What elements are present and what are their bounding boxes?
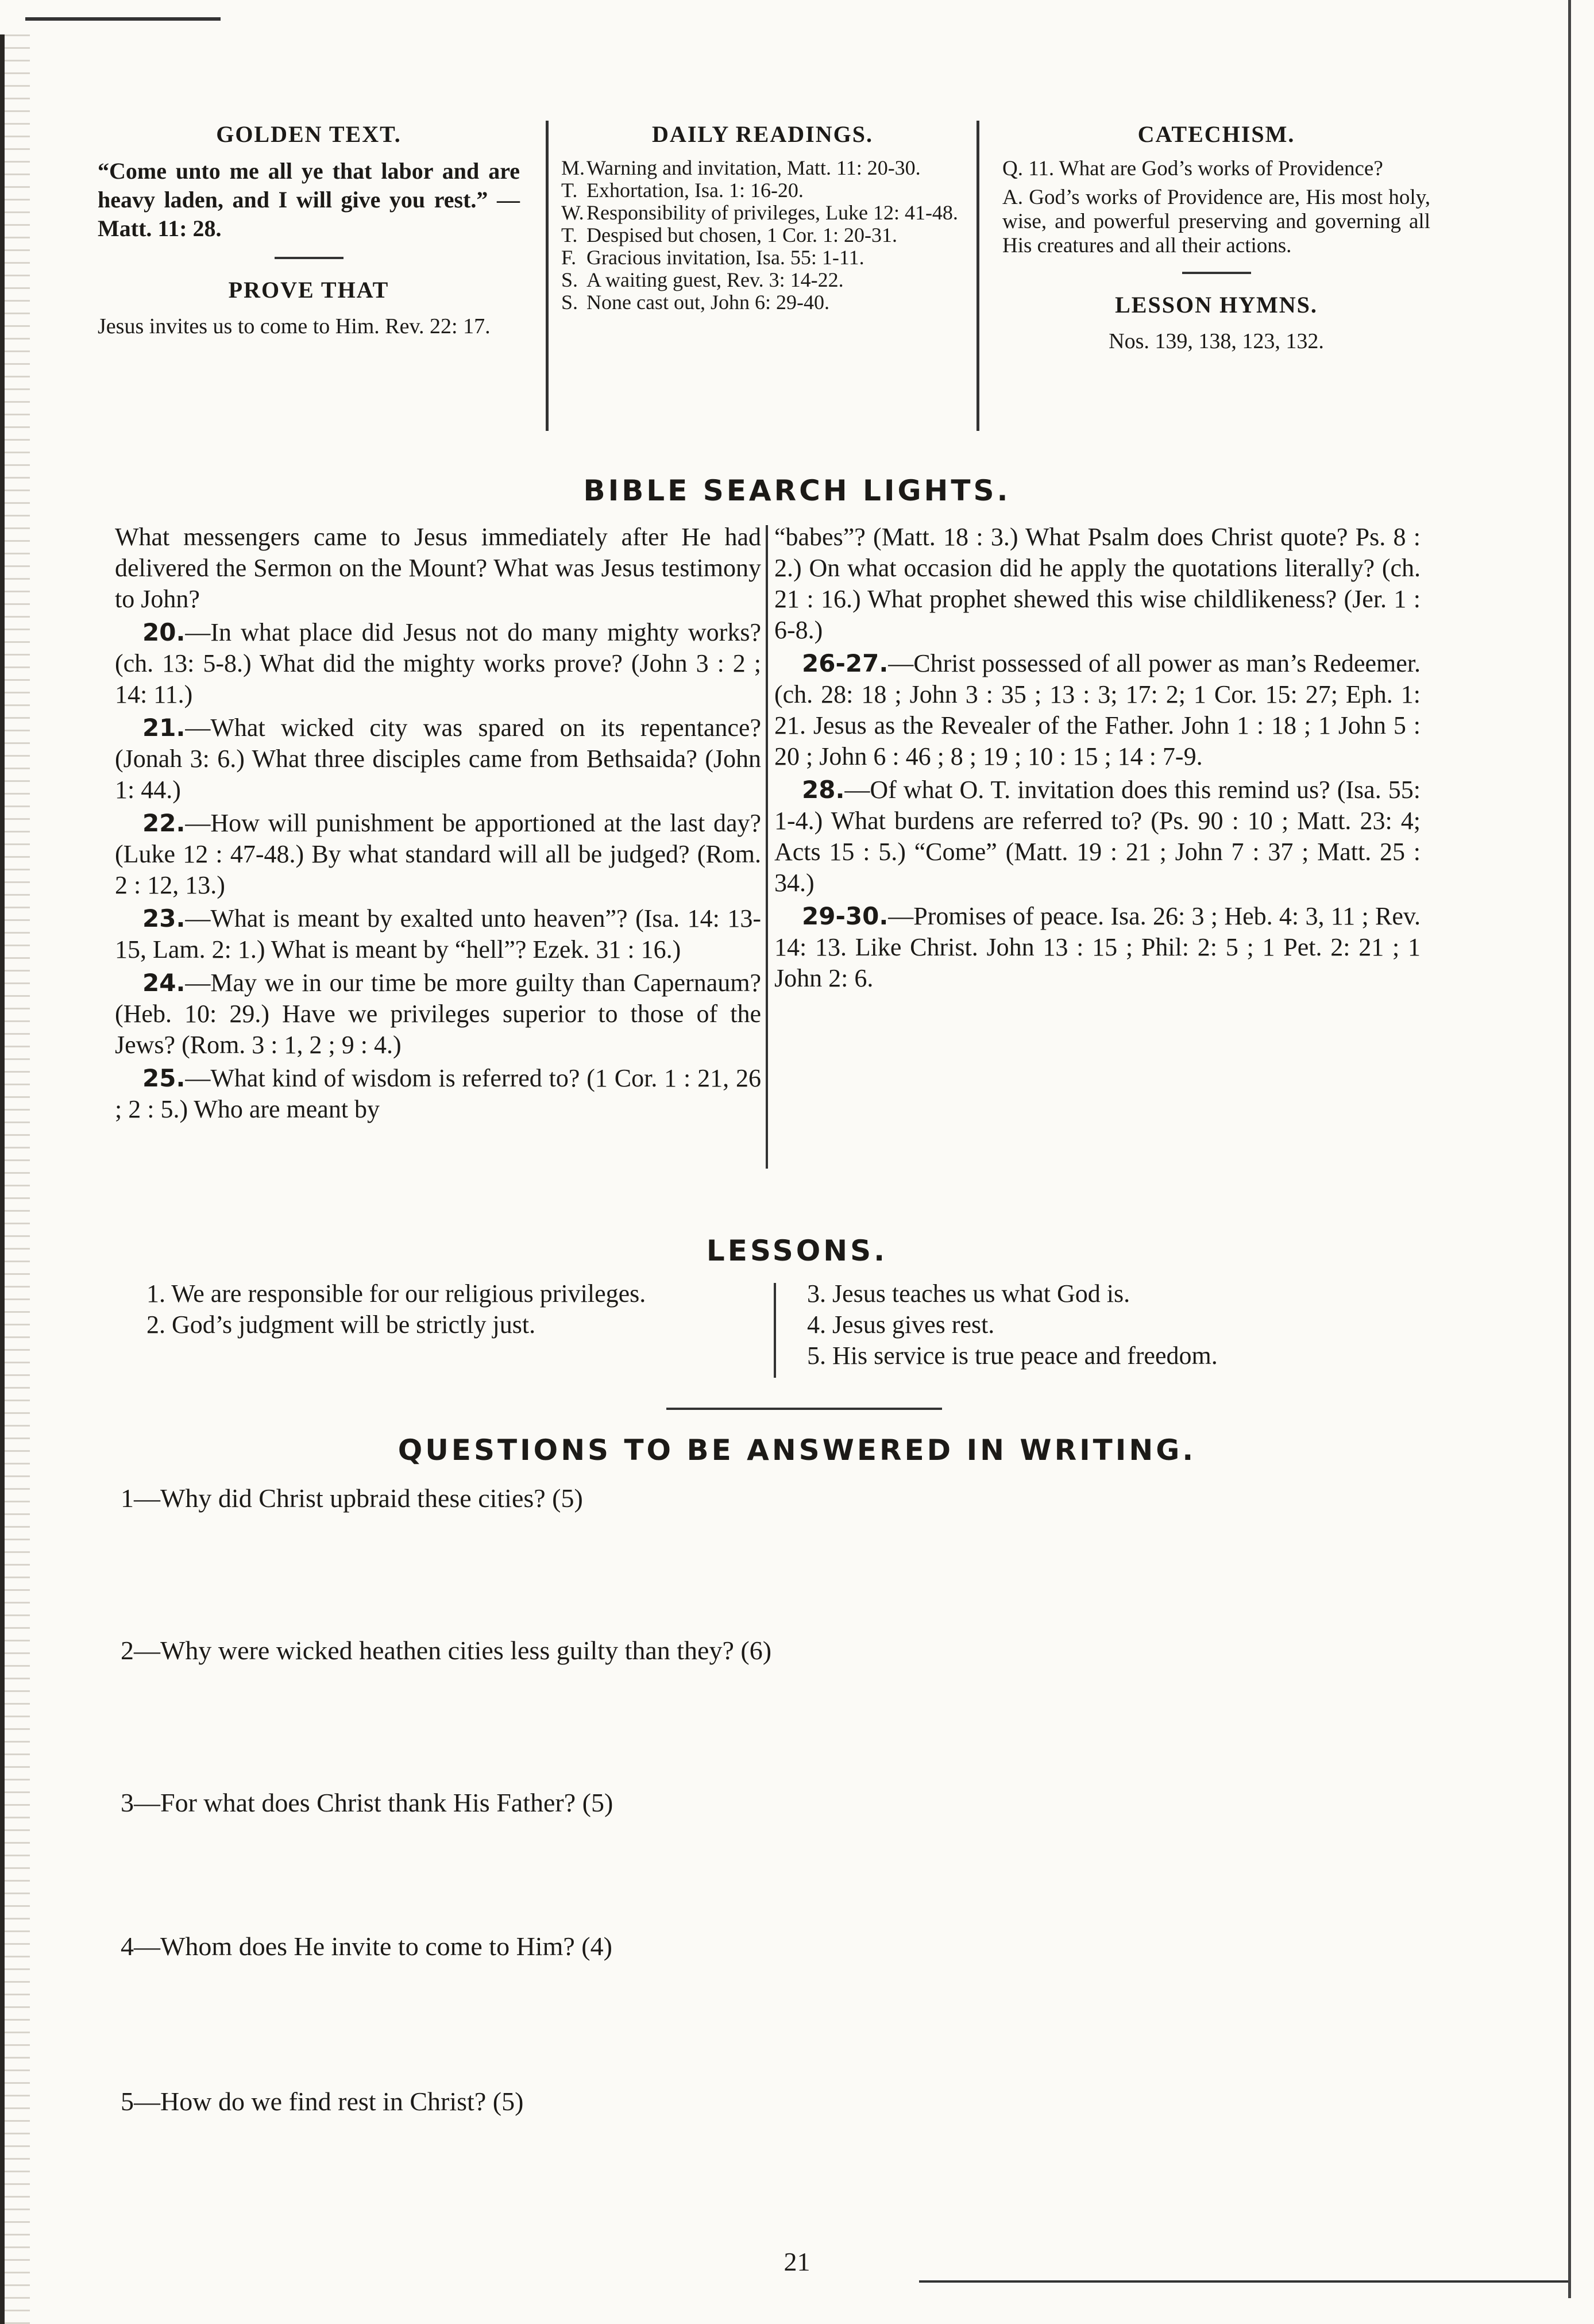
lesson-item: 4. Jesus gives rest. bbox=[807, 1311, 995, 1339]
catechism-heading: CATECHISM. bbox=[1137, 121, 1295, 147]
bsl-text: —What kind of wisdom is referred to? (1 Cor. 1 : 21, 26 ; 2 : 5.) Who are meant by bbox=[115, 1064, 761, 1123]
column-divider bbox=[766, 525, 768, 1169]
binding-edge bbox=[0, 34, 30, 2324]
lesson-hymns-heading: LESSON HYMNS. bbox=[1115, 292, 1318, 318]
bsl-paragraph bbox=[115, 968, 761, 1061]
bsl-number: 20. bbox=[142, 618, 186, 646]
prove-that-heading: PROVE THAT bbox=[228, 277, 389, 303]
reading-item bbox=[561, 202, 964, 224]
bsl-number: 22. bbox=[142, 809, 186, 837]
bsl-paragraph bbox=[115, 522, 761, 615]
right-edge-rule bbox=[1568, 0, 1571, 2298]
reading-item bbox=[561, 224, 964, 246]
question-3: 3—For what does Christ thank His Father? (5) bbox=[121, 1788, 613, 1817]
bsl-left-column bbox=[115, 522, 761, 1127]
questions-heading: QUESTIONS TO BE ANSWERED IN WRITING. bbox=[397, 1433, 1197, 1467]
column-divider bbox=[774, 1283, 776, 1378]
reading-day: W. bbox=[561, 201, 584, 224]
bsl-paragraph bbox=[774, 901, 1421, 994]
catechism-question: Q. 11. What are God’s works of Providence? bbox=[1002, 157, 1383, 180]
divider bbox=[275, 257, 343, 259]
reading-day: M. bbox=[561, 156, 585, 179]
reading-text: Responsibility of privileges, Luke 12: 41-48. bbox=[586, 201, 958, 224]
daily-readings-column bbox=[546, 121, 979, 431]
bsl-number: 21. bbox=[142, 714, 186, 742]
reading-day: T. bbox=[561, 179, 578, 202]
bsl-text: —What wicked city was spared on its repentance? (Jonah 3: 6.) What three disciples came from Bethsaida? (John 1: 44.) bbox=[115, 714, 761, 804]
reading-text: A waiting guest, Rev. 3: 14-22. bbox=[586, 268, 844, 291]
golden-text-heading: GOLDEN TEXT. bbox=[216, 121, 402, 147]
lessons-heading: LESSONS. bbox=[706, 1234, 888, 1267]
lesson-item: 5. His service is true peace and freedom. bbox=[807, 1342, 1218, 1370]
bsl-number: 28. bbox=[802, 776, 845, 804]
bsl-text: —What is meant by exalted unto heaven”? (Isa. 14: 13-15, Lam. 2: 1.) What is meant by “hell”? Ezek. 31 : 16.) bbox=[115, 904, 761, 963]
question-2: 2—Why were wicked heathen cities less guilty than they? (6) bbox=[121, 1636, 772, 1665]
reading-text: Warning and invitation, Matt. 11: 20-30. bbox=[586, 156, 921, 179]
daily-readings-heading: DAILY READINGS. bbox=[652, 121, 873, 147]
bible-search-lights bbox=[115, 522, 1436, 1177]
divider bbox=[1182, 272, 1251, 274]
question-5: 5—How do we find rest in Christ? (5) bbox=[121, 2087, 524, 2116]
reading-day: S. bbox=[561, 291, 578, 314]
bsl-text: —Promises of peace. Isa. 26: 3 ; Heb. 4: 3, 11 ; Rev. 14: 13. Like Christ. John 13 : 15 ; Phil: 2: 5 ; 1 Pet. 2: 21 ; 1 John 2: 6. bbox=[774, 902, 1421, 992]
reading-item bbox=[561, 246, 964, 269]
bsl-text: —How will punishment be apportioned at the last day? (Luke 12 : 47-48.) By what standard will all be judged? (Rom. 2 : 12, 13.) bbox=[115, 809, 761, 899]
reading-text: Exhortation, Isa. 1: 16-20. bbox=[586, 179, 804, 202]
bsl-paragraph bbox=[115, 712, 761, 806]
page-number: 21 bbox=[784, 2247, 810, 2276]
bsl-number: 29-30. bbox=[802, 902, 889, 930]
reading-item bbox=[561, 269, 964, 291]
reading-text: Gracious invitation, Isa. 55: 1-11. bbox=[586, 246, 864, 269]
lesson-item: 2. God’s judgment will be strictly just. bbox=[146, 1311, 536, 1339]
reading-text: None cast out, John 6: 29-40. bbox=[586, 291, 829, 314]
reading-day: F. bbox=[561, 246, 577, 269]
bsl-text: —Christ possessed of all power as man’s Redeemer. (ch. 28: 18 ; John 3 : 35 ; 13 : 3; 17: 2; 1 Cor. 15: 27; Eph. 1: 21. Jesus as the Revealer of the Father. John 1 : 18 ; 1 John 5 : 20 ; John 6 : 46 ; 8 ; 19 ; 10 : 15 ; 14 : 7-9. bbox=[774, 649, 1421, 770]
bsl-number: 25. bbox=[142, 1064, 186, 1092]
catechism-column bbox=[991, 121, 1430, 431]
question-4: 4—Whom does He invite to come to Him? (4) bbox=[121, 1932, 612, 1961]
bsl-number: 23. bbox=[142, 904, 186, 932]
prove-that-text: Jesus invites us to come to Him. Rev. 22: 17. bbox=[98, 314, 491, 338]
bsl-paragraph bbox=[115, 1063, 761, 1125]
top-rule bbox=[25, 17, 221, 21]
bible-search-lights-heading: BIBLE SEARCH LIGHTS. bbox=[583, 474, 1011, 507]
catechism-answer: A. God’s works of Providence are, His most holy, wise, and powerful preserving and governing all His creatures and all their actions. bbox=[1002, 186, 1430, 257]
daily-readings-list bbox=[561, 157, 964, 314]
reading-item bbox=[561, 179, 964, 202]
bsl-paragraph bbox=[115, 617, 761, 710]
bsl-paragraph bbox=[115, 808, 761, 901]
lesson-item: 1. We are responsible for our religious privileges. bbox=[146, 1279, 646, 1308]
reading-day: S. bbox=[561, 268, 578, 291]
divider bbox=[666, 1408, 942, 1410]
reading-item bbox=[561, 157, 964, 179]
question-1: 1—Why did Christ upbraid these cities? (5) bbox=[121, 1483, 583, 1513]
bsl-number: 24. bbox=[142, 969, 186, 997]
header-columns bbox=[98, 121, 1430, 431]
bsl-paragraph bbox=[115, 903, 761, 965]
bsl-text: “babes”? (Matt. 18 : 3.) What Psalm does Christ quote? Ps. 8 : 2.) On what occasion did he apply the quotations literally? (ch. 21 : 16.) What prophet shewed this wise childlikeness? (Jer. 1 : 6-8.) bbox=[774, 523, 1421, 644]
lessons bbox=[118, 1278, 1439, 1385]
lesson-item: 3. Jesus teaches us what God is. bbox=[807, 1279, 1130, 1308]
golden-text-verse: “Come unto me all ye that labor and are heavy laden, and I will give you rest.” — Matt. 11: 28. bbox=[98, 158, 520, 241]
bsl-text: —May we in our time be more guilty than Capernaum? (Heb. 10: 29.) Have we privileges superior to those of the Jews? (Rom. 3 : 1, 2 ; 9 : 4.) bbox=[115, 969, 761, 1059]
bsl-paragraph bbox=[774, 522, 1421, 646]
bsl-number: 26-27. bbox=[802, 649, 889, 677]
lessons-left-column bbox=[118, 1278, 764, 1340]
bsl-text: —In what place did Jesus not do many mighty works? (ch. 13: 5-8.) What did the mighty works prove? (John 3 : 2 ; 14: 11.) bbox=[115, 618, 761, 708]
lesson-hymns-numbers: Nos. 139, 138, 123, 132. bbox=[1109, 329, 1324, 353]
bottom-rule bbox=[919, 2280, 1568, 2283]
bsl-paragraph bbox=[774, 648, 1421, 772]
reading-day: T. bbox=[561, 223, 578, 246]
reading-text: Despised but chosen, 1 Cor. 1: 20-31. bbox=[586, 223, 897, 246]
reading-item bbox=[561, 291, 964, 314]
bsl-text: What messengers came to Jesus immediately after He had delivered the Sermon on the Mount? What was Jesus testimony to John? bbox=[115, 523, 761, 613]
golden-text-column bbox=[98, 121, 531, 431]
bsl-paragraph bbox=[774, 774, 1421, 899]
lessons-right-column bbox=[807, 1278, 1439, 1371]
bsl-text: —Of what O. T. invitation does this remind us? (Isa. 55: 1-4.) What burdens are referred to? (Ps. 90 : 10 ; Matt. 23: 4; Acts 15 : 5.) “Come” (Matt. 19 : 21 ; John 7 : 37 ; Matt. 25 : 34.) bbox=[774, 776, 1421, 897]
bsl-right-column bbox=[774, 522, 1421, 996]
